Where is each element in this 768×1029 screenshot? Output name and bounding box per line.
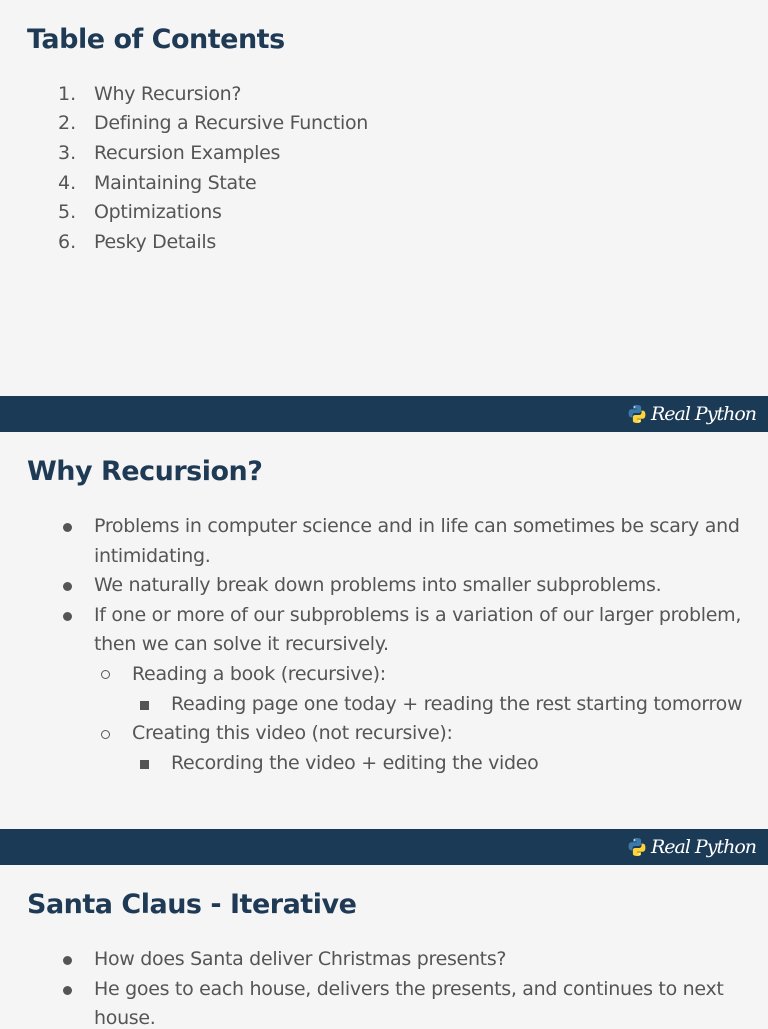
- bullet-disc-icon: [63, 612, 72, 621]
- slide-table-of-contents: [0, 0, 768, 396]
- bullet-text: He goes to each house, delivers the presents, and continues to next: [94, 978, 724, 1000]
- toc-number: 2.: [58, 112, 77, 134]
- toc-number: 3.: [58, 142, 77, 164]
- sub-sub-bullet-text: Reading page one today + reading the rest starting tomorrow: [171, 693, 743, 715]
- bullet-square-icon: [140, 760, 149, 769]
- toc-item-examples[interactable]: Recursion Examples: [94, 142, 281, 164]
- toc-item-why-recursion[interactable]: Why Recursion?: [94, 83, 242, 105]
- bullet-disc-icon: [63, 523, 72, 532]
- toc-item-defining[interactable]: Defining a Recursive Function: [94, 112, 369, 134]
- bullet-text-continued: then we can solve it recursively.: [94, 633, 389, 655]
- sub-sub-bullet-text: Recording the video + editing the video: [171, 752, 539, 774]
- toc-item-optimizations[interactable]: Optimizations: [94, 201, 222, 223]
- python-logo-icon: [627, 837, 647, 857]
- bullet-text: We naturally break down problems into smaller subproblems.: [94, 574, 662, 596]
- bullet-circle-icon: [101, 730, 110, 739]
- toc-number: 5.: [58, 201, 77, 223]
- slide-why-recursion: [0, 432, 768, 829]
- bullet-text: How does Santa deliver Christmas presents?: [94, 948, 507, 970]
- slide-footer-banner: [0, 396, 768, 432]
- bullet-text-continued: intimidating.: [94, 545, 211, 567]
- bullet-square-icon: [140, 701, 149, 710]
- logo-text: Real Python: [650, 403, 756, 425]
- slide-footer-banner: [0, 829, 768, 865]
- slide-title: Santa Claus - Iterative: [27, 889, 357, 920]
- toc-item-maintaining-state[interactable]: Maintaining State: [94, 172, 257, 194]
- real-python-logo: [627, 835, 756, 859]
- bullet-disc-icon: [63, 986, 72, 995]
- toc-number: 4.: [58, 172, 77, 194]
- toc-number: 6.: [58, 231, 77, 253]
- sub-bullet-text: Creating this video (not recursive):: [132, 722, 453, 744]
- toc-item-pesky-details[interactable]: Pesky Details: [94, 231, 216, 253]
- bullet-circle-icon: [101, 670, 110, 679]
- bullet-disc-icon: [63, 956, 72, 965]
- python-logo-icon: [627, 404, 647, 424]
- bullet-disc-icon: [63, 582, 72, 591]
- slide-santa-claus-iterative: [0, 865, 768, 1029]
- bullet-text: Problems in computer science and in life can sometimes be scary and: [94, 515, 740, 537]
- logo-text: Real Python: [650, 836, 756, 858]
- toc-number: 1.: [58, 83, 77, 105]
- slide-title: Why Recursion?: [27, 456, 263, 487]
- slide-title: Table of Contents: [27, 24, 285, 55]
- real-python-logo: [627, 402, 756, 426]
- sub-bullet-text: Reading a book (recursive):: [132, 663, 386, 685]
- bullet-text-continued: house.: [94, 1007, 156, 1029]
- bullet-text: If one or more of our subproblems is a variation of our larger problem,: [94, 604, 742, 626]
